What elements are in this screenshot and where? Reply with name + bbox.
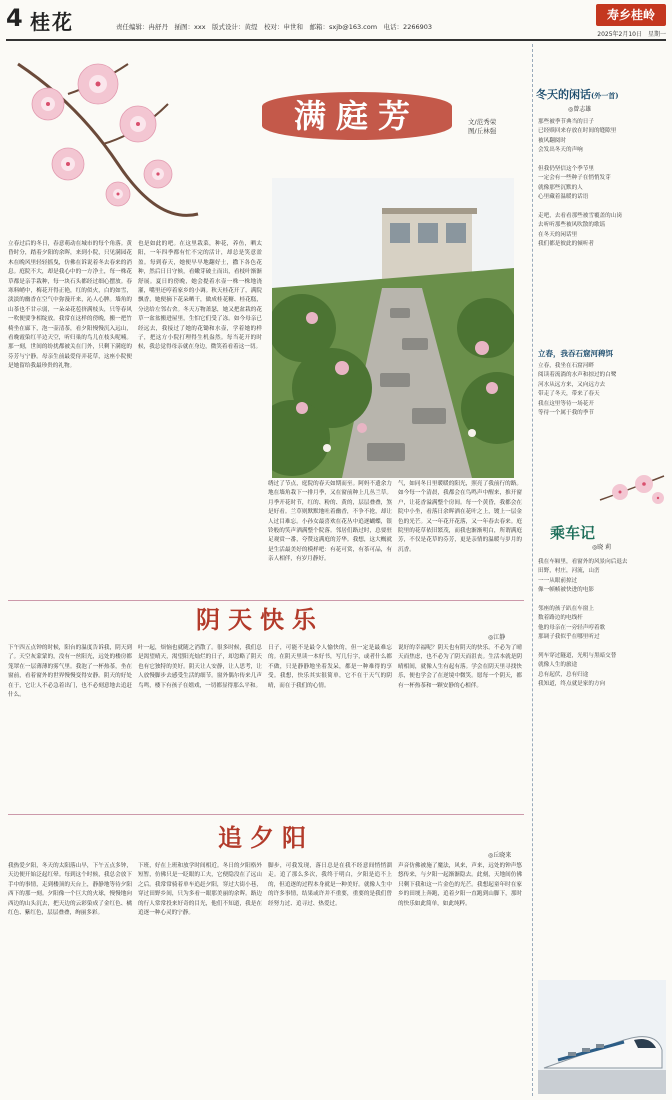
author: 文/范秀荣 [468,118,497,126]
cloudy-col-1: 下午四五点钟的时候，阳台的温度告诉我，阴天到了。天空灰蒙蒙的，没有一丝阳光，远处的楼房都笼罩在一层薄薄的雾气里。我泡了一杯热茶，坐在窗前，看着窗外的世界慢慢变得安静。阴天的好处在于，它让人不必急着出门，也不必刻意地去追赶什么。 [8,645,132,699]
section-title-sunset: 追夕阳 [218,823,314,852]
cloudy-col-3: 日子，可能不是最令人愉快的，但一定是最难忘的。在阴天里读一本好书，写几行字，或者什么都不做，只是静静地坐着发呆，都是一种难得的享受。我想，快乐其实很简单，它不在于天气的阴晴，而在于我们的心情。 [268,645,392,689]
section-divider [8,814,524,815]
feature-col-4: 气，如同冬日里暖暖的阳光，照亮了我前行的路。如今每一个清晨，我都会在鸟鸣声中醒来，推开窗户，让花香溢满整个房间。每一个黄昏，我都会在院中小坐，看落日余晖洒在花叶之上，镀上一层金色的光芒。又一年花开花落，又一年春去春来。庭院里的花草依旧繁茂，而我也渐渐明白，所谓满庭芳，不仅是花草的芬芳，更是亲情的温暖与岁月的沉香。 [398,481,522,553]
bullet-train-illustration [538,980,666,1094]
credits-line: 责任编辑：冉舒丹 插图：xxx 版式设计：黄缇 校对：申世和 邮箱：sxjb@163.com 电话：2266903 [116,23,433,31]
issue-date: 2025年2月10日 星期一 [597,31,666,38]
feature-col-3: 绣过了节点，庭院的春天如期而至。阿妈不遗余力地在墙角栽下一排月季，又在窗前种上几丛兰草。月季开花时节，红的、粉的、黄的，层层叠叠，煞是好看。兰草则默默地吐着幽香，不争不抢，却让人过目难忘。小孙女最喜欢在花丛中追逐蝴蝶，银铃般的笑声洒满整个院落。邻居们路过时，总要驻足观赏一番，夸赞这满庭的芳华。我想，这大概就是生活最美好的模样吧：有花可赏，有茶可品，有亲人相伴，有岁月静好。 [268,481,392,563]
cloudy-col-4: 说好的幸福呢？阴天也有阴天的快乐。不必为了晴天而焦虑，也不必为了阴天而沮丧。生活本就是阴晴相间，就像人生有起有落。学会在阴天里寻找快乐，便也学会了在逆境中微笑。愿每一个阴天，都有一杯热茶和一颗安静的心相伴。 [398,645,522,689]
page-title: 桂花 [30,10,74,34]
page-number: 4 [6,4,23,32]
feature-col-1: 立春过后的冬日，春意萌动在城市的每个角落。黄昏时分，踏着夕阳的余晖，来到小院，只见满园花木在晚风里轻轻摇曳，仿佛在诉说着冬去春来的消息。庭院不大，却是我心中的一方净土，每一株花草都是亲手栽种，每一块石头都经过细心摆放。春寒料峭中，梅花开得正艳，红的似火，白的如雪，淡淡的幽香在空气中弥漫开来，沁人心脾。墙角的山茶也不甘示弱，一朵朵花苞挤满枝头，只等春风一吹便要争相绽放。我常在这样的傍晚，搬一把竹椅坐在廊下，泡一壶清茶，看夕阳慢慢沉入远山，看晚霞染红半边天空，听归巢的鸟儿在枝头呢喃。那一刻，世间的纷扰都被关在门外，只剩下满庭的芬芳与宁静。母亲生前最爱侍弄花草，这座小院便是她留给我最珍贵的礼物。 [8,241,132,370]
section-author-cloudy: ◎江静 [488,634,506,641]
poem-column-sub: (外一首) [591,91,619,100]
poem-column-name: 冬天的闲话 [536,88,591,101]
rider-poem-title: 乘车记 [550,524,596,542]
garden-photo [272,178,514,478]
section-title-cloudy: 阴天快乐 [196,605,324,634]
byline [468,118,496,136]
sunset-col-4: 声音仿佛被施了魔法，风来，声来，远处的钟声悠悠传来，与夕阳一起渐渐隐去。此刻，天地间仿佛只剩下我和这一片金色的光芒。我想起童年时在家乡的田埂上奔跑，追着夕阳一直跑到山脚下，那时的快乐如此简单，如此纯粹。 [398,863,522,907]
feature-col-2: 也是如此的吧。在这里栽菜，种花，养鱼，晒太阳，一年四季都有忙不完的活计，却总是笑意盈盈。每到春天，她便早早地翻好土，撒下各色花种，然后日日守候，看嫩芽破土而出，看枝叶渐渐舒展。夏日的傍晚，她会提着水壶一株一株地浇灌，嘴里还哼着家乡的小调。秋天桂花开了，满院飘香，她便摘下花朵晒干，做成桂花糖、桂花糕，分送给左邻右舍。冬天万物萧瑟，她又把盆栽的花草一盆盆搬进屋里，生怕它们受了冻。如今母亲已经远去，我接过了她的花锄和水壶，学着她的样子，把这方小院打理得生机盎然。每当花开的时候，我总觉得母亲就在身边，微笑着看着这一切。 [138,241,262,351]
poem2-text: 立春，我坐在石窟河畔 阅读着流淌的水声和掠过的白鹭 河水从远方来，又向远方去 带走了冬天，带来了春天 我在这里等待一场花开 等待一个属于我的季节 [538,363,617,417]
blossom-ornament [598,470,666,510]
page-header [6,4,666,38]
masthead-logo: 寿乡桂岭 [596,4,666,26]
poem1-author: ◎曾志雄 [568,106,592,113]
photo-credit: 图/丘林强 [468,127,497,135]
rider-poem-author: ◎晓 莉 [592,544,612,551]
sunset-col-3: 脚步，可我发现，落日总是在我不经意间悄悄溜走。追了那么多次，我终于明白，夕阳是追不上的，但追逐的过程本身就是一种美好。就像人生中的许多事情，结果或许并不重要，重要的是我们曾经努力过、追寻过、热爱过。 [268,863,392,907]
cloudy-col-2: 叶一起，烦恼也就随之消散了。很多时候，我们总是渴望晴天，渴望阳光灿烂的日子，却忽略了阴天也有它独特的美好。阴天让人安静，让人思考，让人放慢脚步去感受生活的细节。窗外偶尔传来几声鸟鸣，楼下有孩子在嬉戏，一切都显得那么平和。 [138,645,262,689]
article-title: 满庭芳 [293,97,420,135]
sunset-col-2: 下班，好在上班和放学时间相近。冬日的夕阳格外短暂，仿佛只是一眨眼的工夫，它便隐没在了远山之后。我常常骑着单车追赶夕阳，穿过大街小巷，穿过田野乡间，只为多看一眼那美丽的余晖。路边的行人常常投来好奇的目光，他们不知道，我是在追逐一种心灵的宁静。 [138,863,262,917]
poem1-text: 那些被季节典当的日子 已经赎回来存放在时间的缝隙里 被风翻阅时 会发出冬天的声响 但我仍坚信这个季节里 一定会有一些种子在悄悄发芽 就像那些沉默的人 心里藏着温暖的话语 走吧，去看看那些被雪覆盖的山岗 去听听那些被风吹散的歌谣 在冬天的闲话里 我们都是彼此的倾听者 [538,119,622,248]
header-rule [6,39,666,41]
poem2-title: 立春，我吞石窟河稗饵 [538,349,613,358]
sunset-col-1: 我热爱夕阳，冬天的太阳落山早，下午五点多钟，天边便开始泛起红晕。每到这个时候，我总会放下手中的事情，走到楼顶的天台上，静静地等待夕阳西下的那一刻。夕阳像一个巨大的火球，慢慢地向西边的山头沉去，把天边的云彩染成了金红色、橘红色、紫红色，层层叠叠，绚丽多彩。 [8,863,132,917]
poem-column-title [536,86,619,102]
section-author-sunset: ◎丘晓来 [488,852,512,859]
rider-poem-text: 我在车厢里，看窗外的风景向后退去 田野，村庄，河流，山峦 一一从眼前掠过 像一帧帧被快进的电影 邻座的孩子趴在车窗上 数着路边的电线杆 他的母亲在一旁轻声哼着歌 那调子我似乎在哪里听过 列车穿过隧道，光明与黑暗交替 就像人生的旅途 总有起伏，总有归途 我知道，终点就是家的方向 [538,559,628,688]
cherry-blossom-illustration [8,44,208,234]
